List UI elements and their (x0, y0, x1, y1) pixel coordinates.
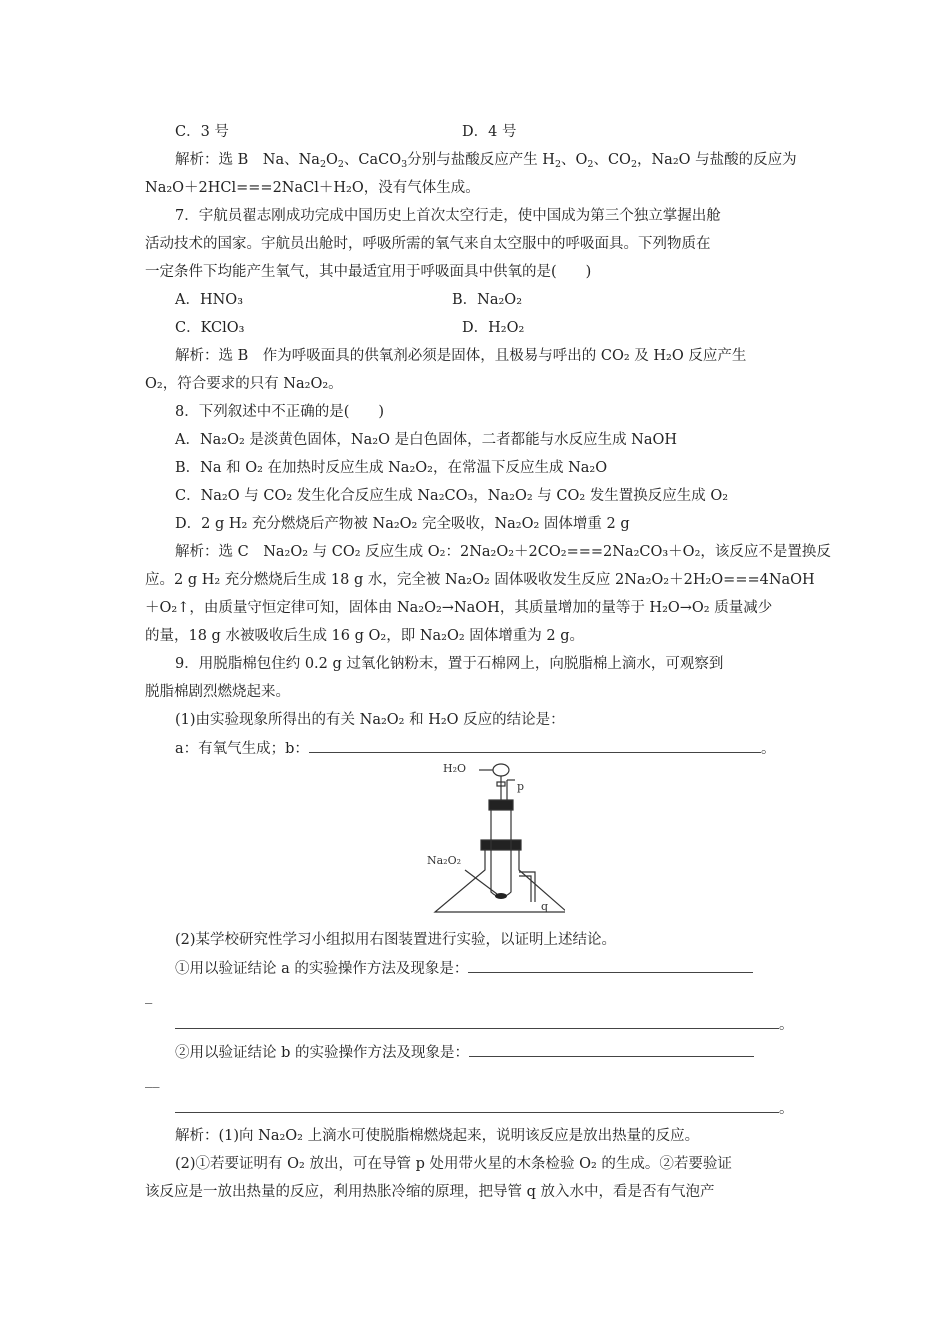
q7-option-a: A．HNO₃ (175, 292, 244, 308)
figure-label-q: q (541, 900, 549, 913)
q8-analysis-line3: ＋O₂↑，由质量守恒定律可知，固体由 Na₂O₂→NaOH，其质量增加的量等于 H₂O→O₂ 质量减少 (145, 600, 773, 616)
q9-stem-line2: 脱脂棉剧烈燃烧起来。 (145, 684, 290, 700)
q9-part1-a: a：有氧气生成；b： 。 (175, 738, 775, 759)
answer-blank-b[interactable] (309, 738, 761, 753)
q9-part2-2-dash: __ (145, 1072, 160, 1088)
q9-part2-1-cont: 。 (175, 1014, 794, 1035)
q7-stem-line1: 7．宇航员翟志刚成功完成中国历史上首次太空行走，使中国成为第三个独立掌握出舱 (175, 208, 721, 224)
figure-label-h2o: H₂O (443, 762, 467, 775)
q9-part2: (2)某学校研究性学习小组拟用右图装置进行实验，以证明上述结论。 (175, 932, 617, 948)
q6-option-d: D．4 号 (462, 124, 517, 140)
q8-option-a: A．Na₂O₂ 是淡黄色固体，Na₂O 是白色固体，二者都能与水反应生成 NaOH (175, 432, 678, 448)
q8-analysis-line2: 应。2 g H₂ 充分燃烧后生成 18 g 水，完全被 Na₂O₂ 固体吸收发生反应 2Na₂O₂＋2H₂O===4NaOH (145, 572, 815, 588)
q8-option-c: C．Na₂O 与 CO₂ 发生化合反应生成 Na₂CO₃，Na₂O₂ 与 CO₂ 发生置换反应生成 O₂ (175, 488, 729, 504)
answer-blank-a-1[interactable] (468, 958, 753, 973)
q6-analysis-line2: Na₂O＋2HCl===2NaCl＋H₂O，没有气体生成。 (145, 180, 480, 196)
figure-label-na2o2: Na₂O₂ (427, 854, 462, 867)
q8-analysis-line4: 的量，18 g 水被吸收后生成 16 g O₂，即 Na₂O₂ 固体增重为 2 g。 (145, 628, 584, 644)
q6-option-c: C．3 号 (175, 124, 229, 140)
q9-analysis-line1: 解析：(1)向 Na₂O₂ 上滴水可使脱脂棉燃烧起来，说明该反应是放出热量的反应。 (175, 1128, 700, 1144)
q8-option-b: B．Na 和 O₂ 在加热时反应生成 Na₂O₂，在常温下反应生成 Na₂O (175, 460, 608, 476)
q9-stem-line1: 9．用脱脂棉包住约 0.2 g 过氧化钠粉末，置于石棉网上，向脱脂棉上滴水，可观察到 (175, 656, 724, 672)
q9-part1: (1)由实验现象所得出的有关 Na₂O₂ 和 H₂O 反应的结论是： (175, 712, 565, 728)
q7-stem-line3: 一定条件下均能产生氧气，其中最适宜用于呼吸面具中供氧的是( ) (145, 264, 592, 280)
q7-option-b: B．Na₂O₂ (452, 292, 523, 308)
q8-stem: 8．下列叙述中不正确的是( ) (175, 404, 385, 420)
q7-analysis-line2: O₂，符合要求的只有 Na₂O₂。 (145, 376, 343, 392)
q8-option-d: D．2 g H₂ 充分燃烧后产物被 Na₂O₂ 完全吸收，Na₂O₂ 固体增重 2 g (175, 516, 630, 532)
answer-blank-b-2[interactable] (175, 1098, 779, 1113)
q7-option-c: C．KClO₃ (175, 320, 245, 336)
q7-analysis-line1: 解析：选 B 作为呼吸面具的供氧剂必须是固体，且极易与呼出的 CO₂ 及 H₂O 反应产生 (175, 348, 747, 364)
q8-analysis-line1: 解析：选 C Na₂O₂ 与 CO₂ 反应生成 O₂：2Na₂O₂＋2CO₂===2Na₂CO₃＋O₂，该反应不是置换反 (175, 544, 831, 560)
q9-part2-1-dash: _ (145, 988, 153, 1004)
q9-part2-2: ②用以验证结论 b 的实验操作方法及现象是： (175, 1042, 754, 1063)
q9-part2-1: ①用以验证结论 a 的实验操作方法及现象是： (175, 958, 753, 979)
answer-blank-b-1[interactable] (469, 1042, 754, 1057)
q9-analysis-line2: (2)①若要证明有 O₂ 放出，可在导管 p 处用带火星的木条检验 O₂ 的生成。②若要验证 (175, 1156, 732, 1172)
q9-part2-2-cont: 。 (175, 1098, 794, 1119)
q6-analysis-line1: 解析：选 B Na、$Na_2O_2$、CaCO$_3$分别与盐酸反应产生 $H_2$、$O_2$、$CO_2$，Na₂O 与盐酸的反应为 (175, 152, 797, 170)
q7-option-d: D．H₂O₂ (462, 320, 525, 336)
answer-blank-a-2[interactable] (175, 1014, 779, 1029)
apparatus-figure (415, 760, 565, 920)
figure-label-p: p (517, 780, 525, 793)
q9-analysis-line3: 该反应是一放出热量的反应，利用热胀冷缩的原理，把导管 q 放入水中，看是否有气泡产 (145, 1184, 715, 1200)
q7-stem-line2: 活动技术的国家。宇航员出舱时，呼吸所需的氧气来自太空服中的呼吸面具。下列物质在 (145, 236, 711, 252)
